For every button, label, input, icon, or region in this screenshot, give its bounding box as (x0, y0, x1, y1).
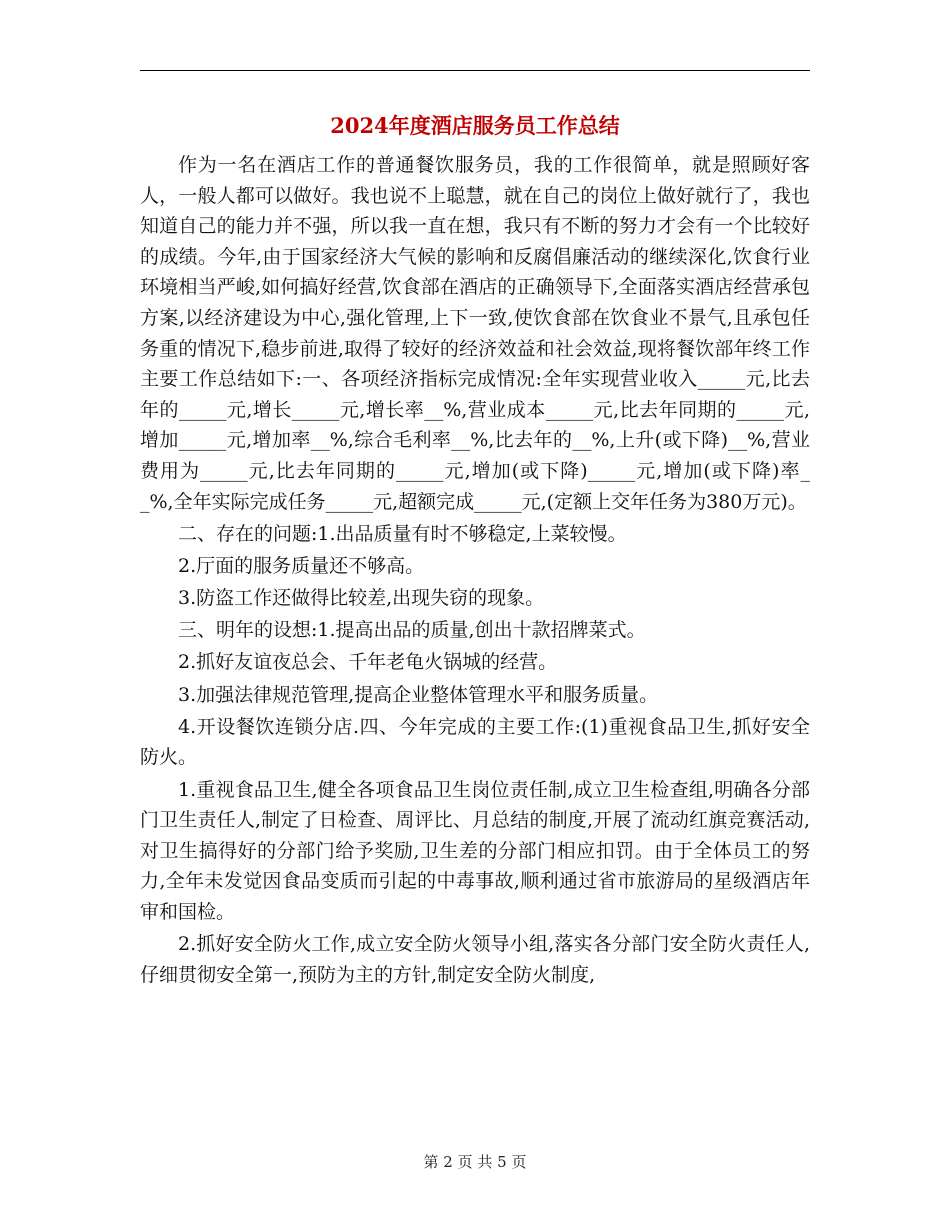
paragraph-fire-safety: 2.抓好安全防火工作,成立安全防火领导小组,落实各分部门安全防火责任人,仔细贯彻安全第一,预防为主的方针,制定安全防火制度, (140, 933, 810, 986)
paragraph-plan-3: 3.加强法律规范管理,提高企业整体管理水平和服务质量。 (178, 683, 659, 706)
paragraph-food-hygiene: 1.重视食品卫生,健全各项食品卫生岗位责任制,成立卫生检查组,明确各分部门卫生责任人,制定了日检查、周评比、月总结的制度,开展了流动红旗竞赛活动,对卫生搞得好的分部门给予奖励,卫生差的分部门相应扣罚。由于全体员工的努力,全年未发觉因食品变质而引起的中毒事故,顺利通过省市旅游局的星级酒店年审和国检。 (140, 778, 810, 923)
paragraph-problem-3: 3.防盗工作还做得比较差,出现失窃的现象。 (178, 587, 545, 610)
header-rule (140, 70, 810, 71)
paragraph-problems: 二、存在的问题:1.出品质量有时不够稳定,上菜较慢。 (178, 522, 627, 545)
document-body (140, 150, 810, 990)
page-footer: 第 2 页 共 5 页 (423, 1153, 527, 1171)
paragraph-plan-4: 4.开设餐饮连锁分店.四、今年完成的主要工作:(1)重视食品卫生,抓好安全防火。 (140, 715, 810, 769)
paragraph-problem-2: 2.厅面的服务质量还不够高。 (178, 554, 425, 577)
paragraph-plan-2: 2.抓好友谊夜总会、千年老龟火锅城的经营。 (178, 651, 558, 674)
document-title: 2024年度酒店服务员工作总结 (330, 113, 620, 138)
paragraph-intro: 作为一名在酒店工作的普通餐饮服务员，我的工作很简单，就是照顾好客人，一般人都可以做好。我也说不上聪慧，就在自己的岗位上做好就行了，我也知道自己的能力并不强，所以我一直在想，我只有不断的努力才会有一个比较好的成绩。今年,由于国家经济大气候的影响和反腐倡廉活动的继续深化,饮食行业环境相当严峻,如何搞好经营,饮食部在酒店的正确领导下,全面落实酒店经营承包方案,以经济建设为中心,强化管理,上下一致,使饮食部在饮食业不景气,且承包任务重的情况下,稳步前进,取得了较好的经济效益和社会效益,现将餐饮部年终工作主要工作总结如下:一、各项经济指标完成情况:全年实现营业收入_____元,比去年的_____元,增长_____元,增长率__%,营业成本_____元,比去年同期的_____元,增加_____元,增加率__%,综合毛利率__%,比去年的__%,上升(或下降)__%,营业费用为_____元,比去年同期的_____元,增加(或下降)_____元,增加(或下降)率__%,全年实际完成任务_____元,超额完成_____元,(定额上交年任务为380万元)。 (140, 154, 810, 513)
paragraph-plans: 三、明年的设想:1.提高出品的质量,创出十款招牌菜式。 (178, 619, 646, 642)
